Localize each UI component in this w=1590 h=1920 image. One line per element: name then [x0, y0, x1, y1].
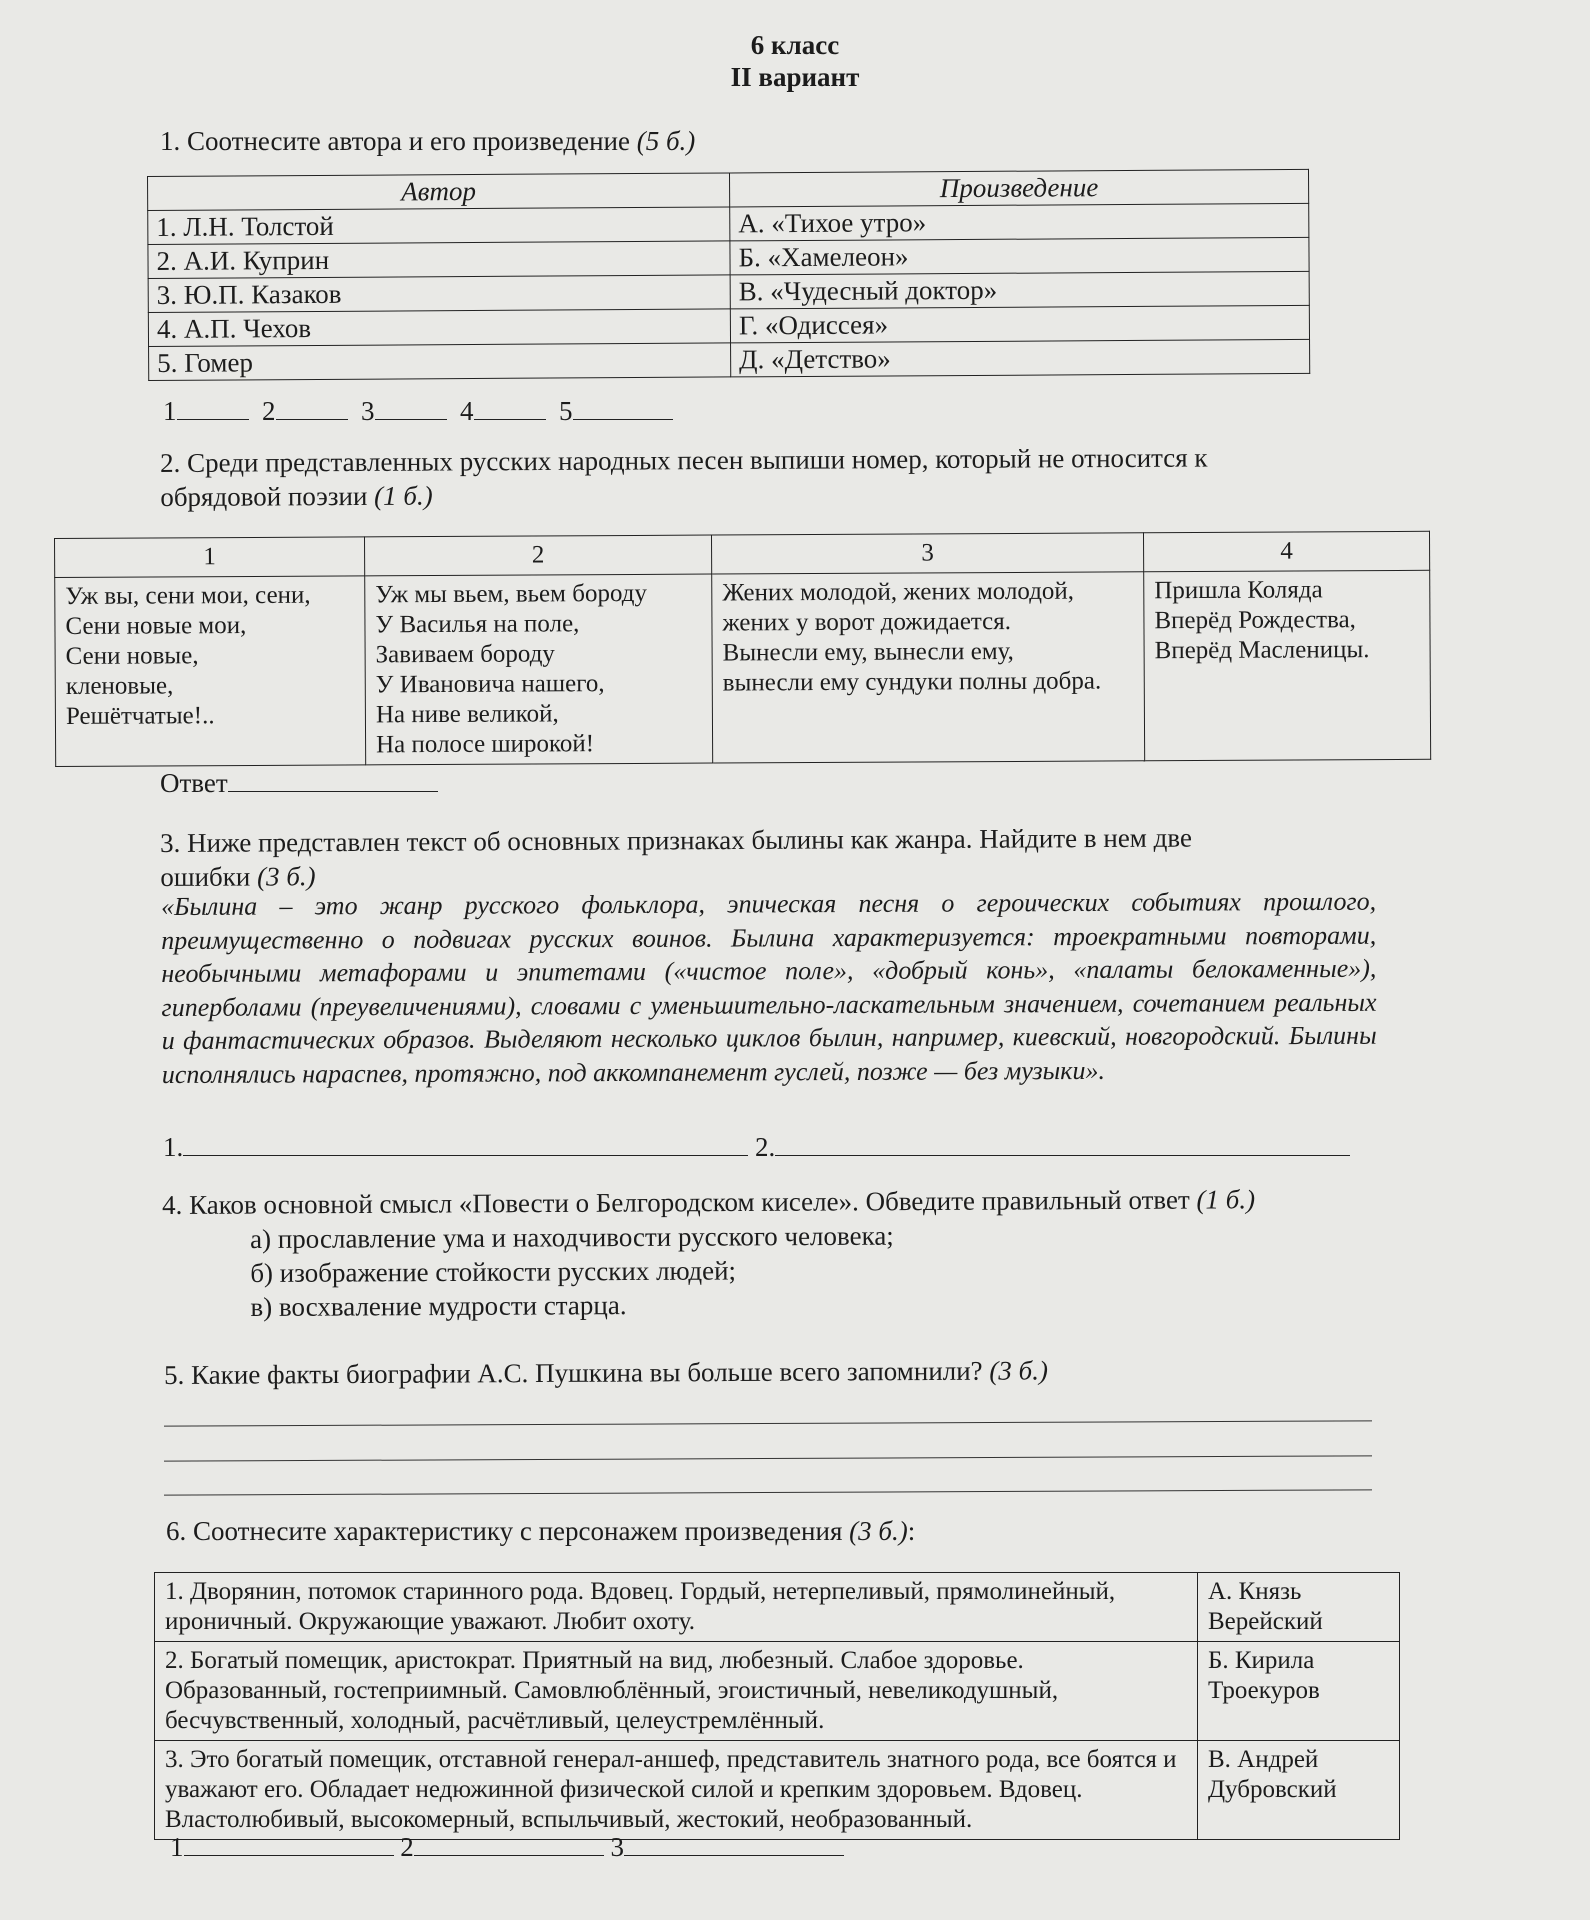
q4-options [250, 1219, 894, 1324]
question-3-text-1: 3. Ниже представлен текст об основных признаках былины как жанра. Найдите в нем две [160, 822, 1192, 858]
answer-num: 1. [163, 1132, 184, 1162]
question-1 [160, 124, 695, 158]
answer-num: 2. [755, 1132, 776, 1162]
answer-num: 3 [361, 396, 375, 426]
song-line: На ниве великой, [375, 700, 559, 729]
author-cell: 1. Л.Н. Толстой [148, 207, 730, 245]
question-3-text-2: ошибки [160, 861, 251, 892]
question-5 [164, 1353, 1048, 1392]
song-line: Сени новые, [65, 642, 199, 670]
song-line: вынесли ему сундуки полны добра. [722, 667, 1102, 697]
q2-answer [160, 766, 438, 800]
song-line: Вынесли ему, вынесли ему, [722, 637, 1014, 667]
question-2-text-1: 2. Среди представленных русских народных песен выпиши номер, который не относится к [160, 442, 1208, 478]
answer-line-3[interactable] [164, 1489, 1372, 1495]
char-desc-2: 2. Богатый помещик, аристократ. Приятный на вид, любезный. Слабое здоровье. Образованный, гостеприимный. Самовлюблённый, эгоистичный, невеликодушный, бесчувственный, холодный, расчётливый, целеустремлённый. [155, 1642, 1198, 1741]
answer-blank-5[interactable] [573, 419, 673, 420]
char-name-3: В. Андрей Дубровский [1198, 1741, 1400, 1840]
song-line: На полосе широкой! [376, 730, 595, 759]
song-2 [365, 574, 713, 765]
answer-num: 4 [460, 396, 474, 426]
q3-answer-blanks [163, 1130, 1350, 1164]
song-header-2: 2 [364, 535, 711, 576]
option-c[interactable]: в) восхваление мудрости старца. [250, 1290, 627, 1322]
question-4 [162, 1182, 1255, 1222]
answer-line-1[interactable] [164, 1420, 1372, 1426]
answer-num: 1 [163, 396, 177, 426]
author-cell: 5. Гомер [149, 343, 731, 381]
question-2-points: (1 б.) [374, 480, 433, 511]
table-row [155, 1642, 1400, 1741]
character-table [154, 1572, 1400, 1840]
question-1-text: 1. Соотнесите автора и его произведение [160, 126, 630, 156]
answer-blank-1[interactable] [184, 1855, 394, 1856]
answer-blank-1[interactable] [183, 1155, 748, 1156]
answer-blank-3[interactable] [624, 1855, 844, 1856]
song-line: Вперёд Масленицы. [1154, 636, 1370, 665]
song-3 [712, 572, 1145, 763]
table-row [55, 570, 1431, 766]
answer-num: 3 [610, 1832, 624, 1862]
answer-num: 5 [559, 396, 573, 426]
answer-blank-2[interactable] [276, 419, 348, 420]
question-4-text: 4. Каков основной смысл «Повести о Белгородском киселе». Обведите правильный ответ [162, 1184, 1190, 1220]
col-author-header: Автор [148, 173, 730, 211]
q6-answer-blanks [170, 1830, 844, 1864]
answer-blank-2[interactable] [414, 1855, 604, 1856]
grade-title: 6 класс [750, 30, 840, 60]
song-header-1: 1 [55, 537, 365, 578]
song-line: Уж мы вьем, вьем бороду [375, 579, 647, 609]
variant-title: II вариант [730, 62, 860, 92]
song-line: Вперёд Рождества, [1154, 606, 1356, 635]
table-row [149, 339, 1310, 380]
question-2-text-2: обрядовой поэзии [160, 480, 368, 512]
question-6-suffix: : [907, 1516, 916, 1546]
question-6 [166, 1514, 915, 1548]
answer-label: Ответ [160, 768, 228, 798]
author-work-table [147, 169, 1310, 381]
char-name-2: Б. Кирила Троекуров [1198, 1642, 1400, 1741]
char-desc-1: 1. Дворянин, потомок старинного рода. Вдовец. Гордый, нетерпеливый, прямолинейный, ироничный. Окружающие уважают. Любит охоту. [155, 1573, 1198, 1642]
answer-blank-2[interactable] [775, 1155, 1350, 1156]
question-2 [160, 441, 1208, 514]
q1-answer-blanks [163, 394, 673, 428]
question-6-text: 6. Соотнесите характеристику с персонажем произведения [166, 1516, 843, 1546]
table-row [155, 1573, 1400, 1642]
work-cell: Г. «Одиссея» [730, 305, 1309, 343]
song-line: Решётчатые!.. [65, 702, 215, 730]
answer-blank-4[interactable] [474, 419, 546, 420]
work-cell: Б. «Хамелеон» [730, 237, 1309, 275]
option-b[interactable]: б) изображение стойкости русских людей; [250, 1255, 737, 1288]
answer-num: 2 [400, 1832, 414, 1862]
bylina-passage: «Былина – это жанр русского фольклора, эпическая песня о героических событиях прошлого, преимущественно о подвигах русских воинов. Былина характеризуется: троекратными повторами, необычными метафорами и эпитетами («чистое поле», «добрый конь», «палаты белокаменные»), гиперболами (преувеличениями), словами с уменьшительно-ласкательным значением, сочетанием реальных и фантастических образов. Выделяют несколько циклов былин, например, киевский, новгородский. Былины исполнялись нараспев, протяжно, под аккомпанемент гуслей, позже — без музыки». [161, 886, 1377, 1089]
song-header-4: 4 [1143, 531, 1429, 571]
answer-blank[interactable] [228, 791, 438, 792]
song-1 [55, 576, 366, 767]
song-line: У Василья на поле, [375, 610, 580, 639]
author-cell: 3. Ю.П. Казаков [148, 275, 730, 313]
answer-blank-1[interactable] [177, 419, 249, 420]
author-cell: 4. А.П. Чехов [148, 309, 730, 347]
char-desc-3: 3. Это богатый помещик, отставной генерал-аншеф, представитель знатного рода, все боятся и уважают его. Обладает недюжинной физической силой и крепким здоровьем. Вдовец. Властолюбивый, высокомерный, вспыльчивый, жестокий, необразованный. [155, 1741, 1198, 1840]
song-line: Пришла Коляда [1154, 576, 1323, 605]
table-row [155, 1741, 1400, 1840]
author-cell: 2. А.И. Куприн [148, 241, 730, 279]
question-4-points: (1 б.) [1196, 1184, 1256, 1215]
song-line: У Ивановича нашего, [375, 670, 605, 699]
question-3 [160, 821, 1192, 894]
question-5-text: 5. Какие факты биографии А.С. Пушкина вы больше всего запомнили? [164, 1355, 983, 1390]
answer-num: 1 [170, 1832, 184, 1862]
song-line: Уж вы, сени мои, сени, [65, 581, 311, 610]
question-3-points: (3 б.) [256, 861, 316, 892]
answer-num: 2 [262, 396, 276, 426]
question-5-points: (3 б.) [989, 1355, 1049, 1386]
song-4 [1144, 570, 1431, 760]
song-line: Жених молодой, жених молодой, [722, 577, 1075, 607]
work-cell: Д. «Детство» [731, 339, 1310, 377]
answer-line-2[interactable] [164, 1455, 1372, 1461]
option-a[interactable]: а) прославление ума и находчивости русского человека; [250, 1220, 894, 1254]
work-cell: В. «Чудесный доктор» [730, 271, 1309, 309]
answer-blank-3[interactable] [375, 419, 447, 420]
folk-songs-table [54, 531, 1431, 767]
question-1-points: (5 б.) [636, 126, 696, 156]
song-line: Завиваем бороду [375, 640, 555, 669]
char-name-1: А. Князь Верейский [1198, 1573, 1400, 1642]
song-header-3: 3 [711, 533, 1143, 574]
song-line: Сени новые мои, [65, 611, 247, 640]
col-work-header: Произведение [729, 169, 1308, 207]
song-line: жених у ворот дожидается. [722, 607, 1012, 637]
song-line: кленовые, [65, 672, 174, 700]
question-6-points: (3 б.) [849, 1516, 908, 1546]
work-cell: А. «Тихое утро» [730, 203, 1309, 241]
